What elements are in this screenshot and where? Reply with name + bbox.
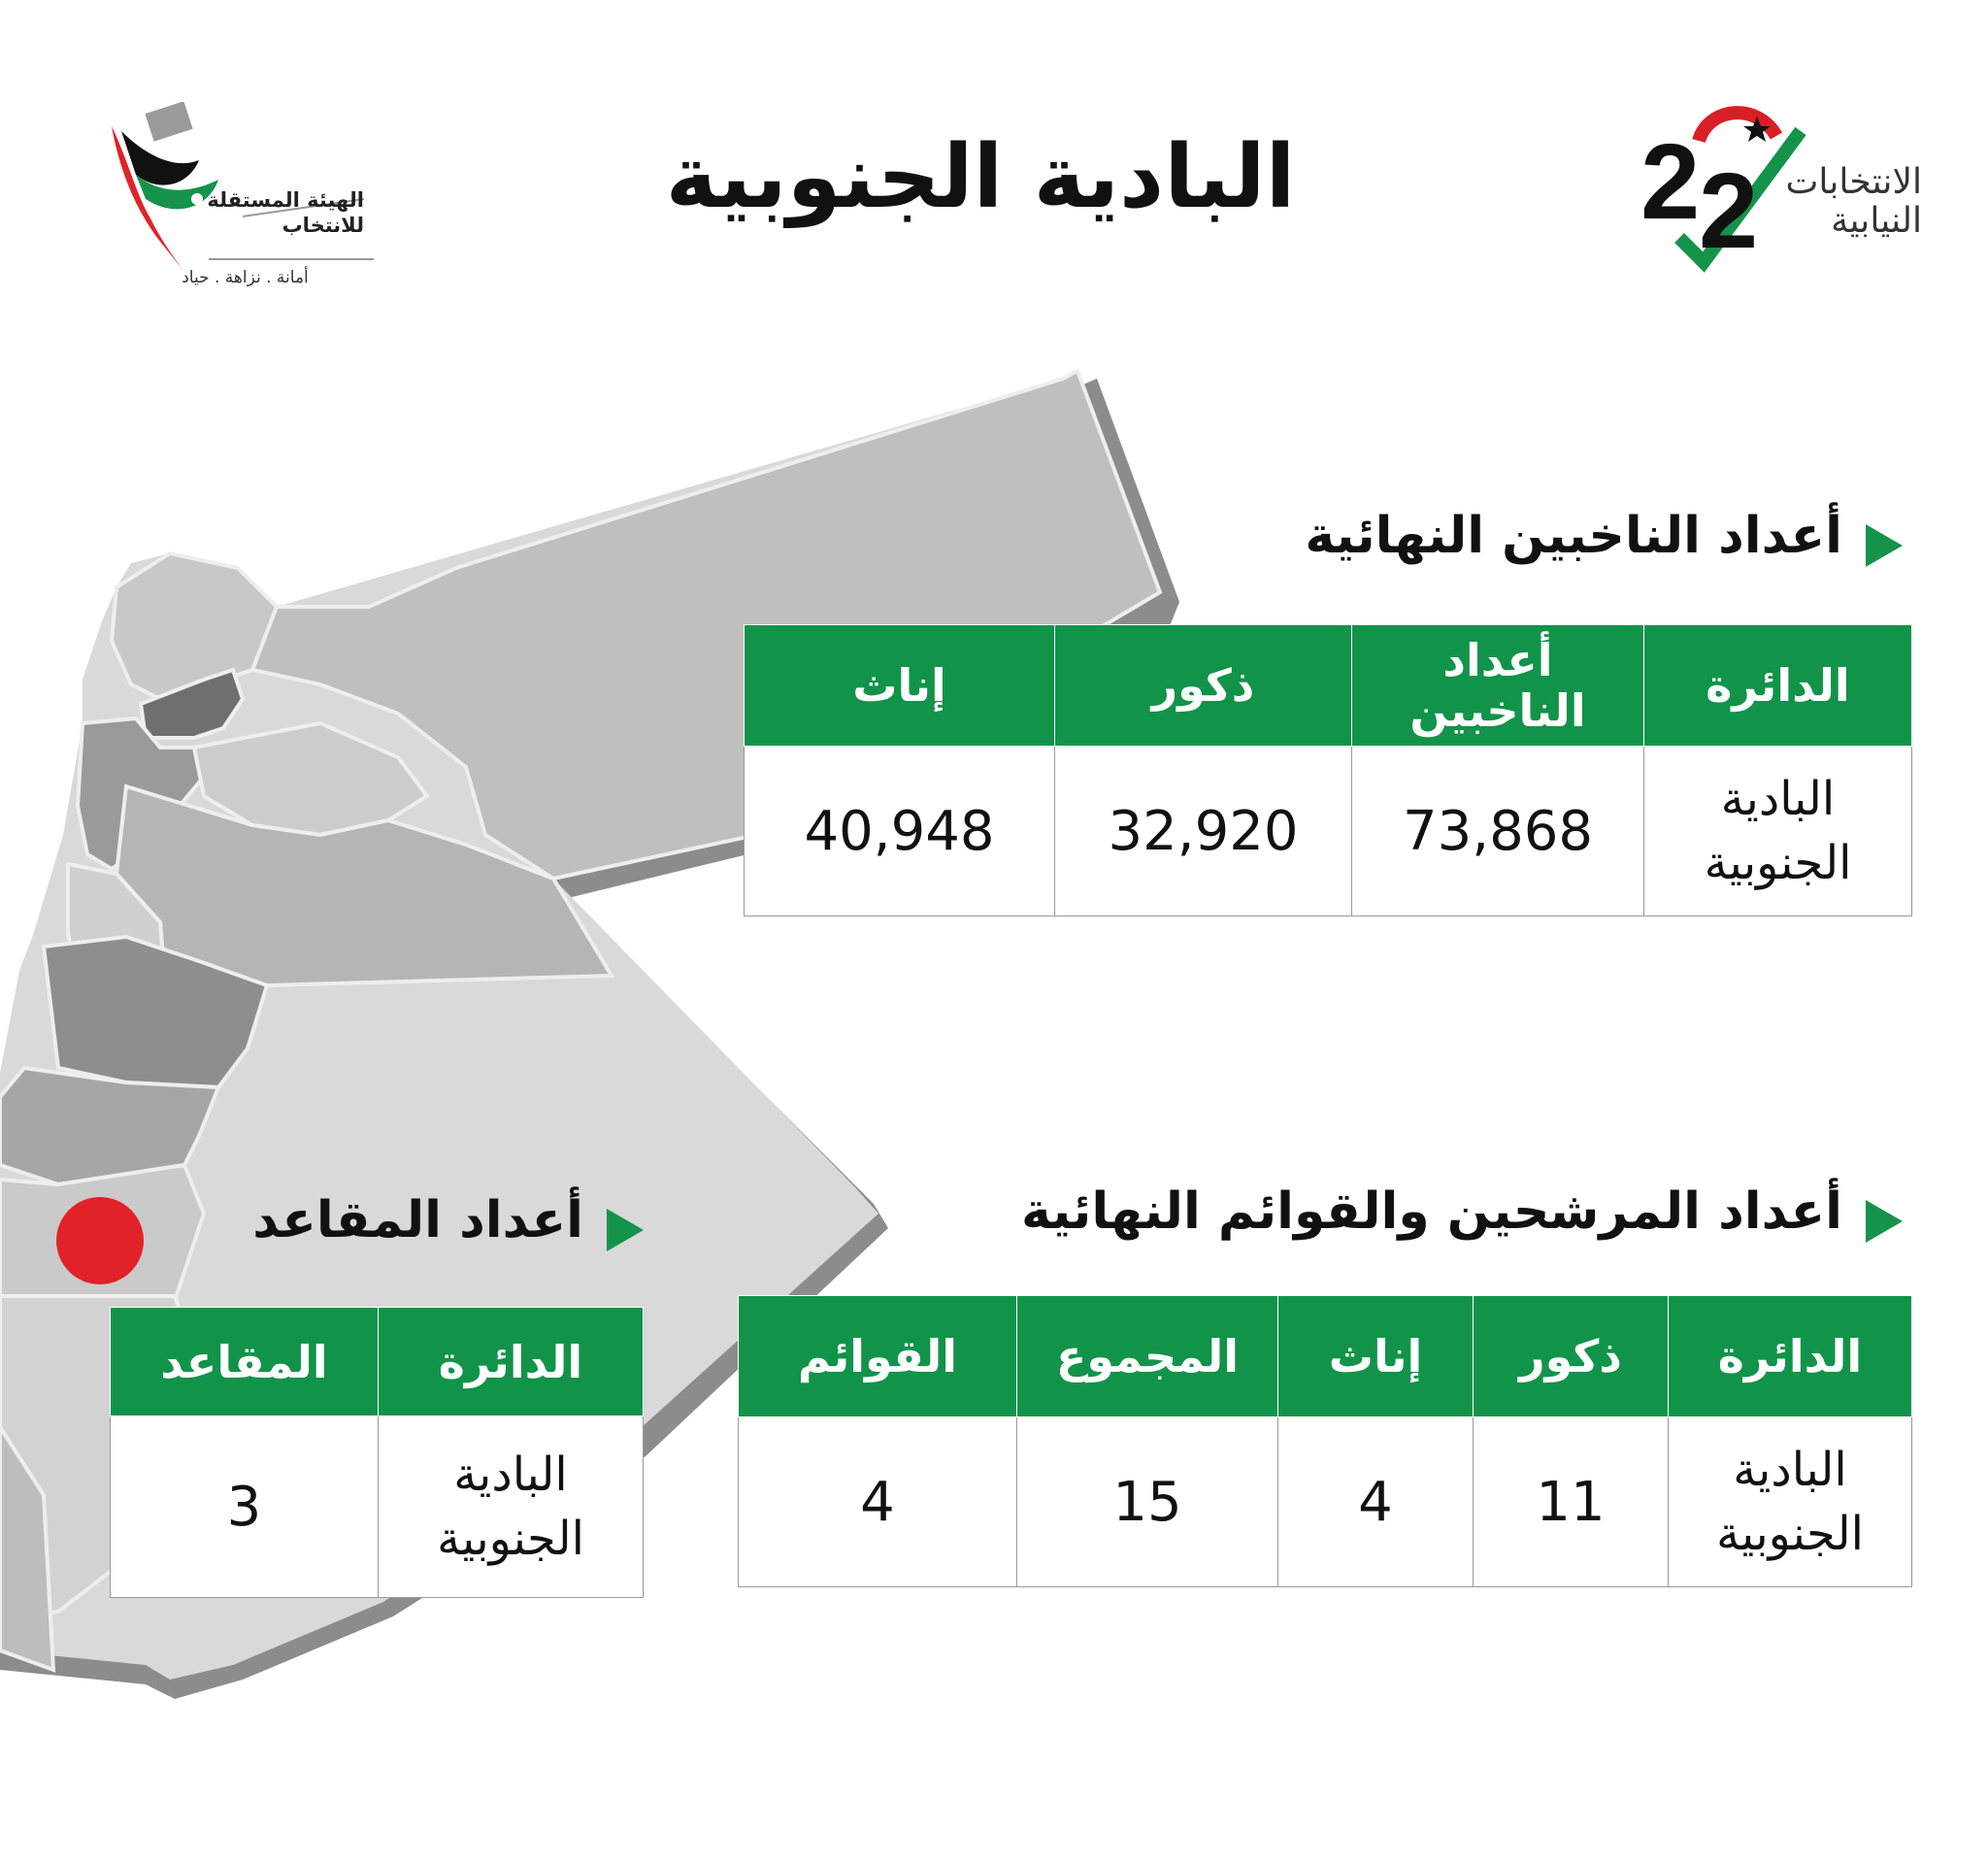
table-row	[745, 747, 1912, 916]
voters-heading-marker	[1866, 524, 1903, 567]
cell-lists: 4	[739, 1417, 1017, 1587]
district-location-marker	[56, 1197, 144, 1284]
cell-district: البادية الجنوبية	[1669, 1417, 1912, 1587]
page-title: البادية الجنوبية	[665, 126, 1296, 228]
table-row	[111, 1416, 644, 1598]
header-lists: القوائم	[739, 1296, 1017, 1417]
cell-seats: 3	[111, 1416, 379, 1598]
header-district: الدائرة	[1669, 1296, 1912, 1417]
commission-motto: أمانة . نزاهة . حياد	[182, 268, 309, 287]
elections-label: الانتخابات النيابية	[1785, 162, 1922, 241]
cell-males: 11	[1474, 1417, 1669, 1587]
cell-females: 40,948	[745, 747, 1055, 916]
table-header-row	[745, 625, 1912, 747]
header-females: إناث	[745, 625, 1055, 747]
cell-district: البادية الجنوبية	[1644, 747, 1912, 916]
candidates-heading: أعداد المرشحين والقوائم النهائية	[1021, 1182, 1842, 1241]
candidates-table	[738, 1295, 1912, 1587]
seats-heading: أعداد المقاعد	[252, 1191, 583, 1249]
header-seats: المقاعد	[111, 1308, 379, 1416]
header-males: ذكور	[1055, 625, 1352, 747]
seats-table	[110, 1307, 644, 1598]
table-header-row	[111, 1308, 644, 1416]
seats-heading-marker	[607, 1209, 644, 1251]
voters-heading: أعداد الناخبين النهائية	[1305, 507, 1842, 565]
header-district: الدائرة	[1644, 625, 1912, 747]
cell-males: 32,920	[1055, 747, 1352, 916]
header-district: الدائرة	[379, 1308, 644, 1416]
commission-name: الهيئة المستقلة للانتخاب	[207, 188, 364, 237]
cell-voters: 73,868	[1352, 747, 1644, 916]
cell-total: 15	[1017, 1417, 1278, 1587]
table-row	[739, 1417, 1912, 1587]
table-header-row	[739, 1296, 1912, 1417]
header-females: إناث	[1278, 1296, 1474, 1417]
cell-district: البادية الجنوبية	[379, 1416, 644, 1598]
voters-table	[744, 624, 1912, 916]
header-total: المجموع	[1017, 1296, 1278, 1417]
cell-females: 4	[1278, 1417, 1474, 1587]
svg-text:2: 2	[1640, 122, 1701, 242]
svg-text:2: 2	[1699, 151, 1759, 271]
header-males: ذكور	[1474, 1296, 1669, 1417]
candidates-heading-marker	[1866, 1200, 1903, 1243]
header-voters: أعداد الناخبين	[1352, 625, 1644, 747]
